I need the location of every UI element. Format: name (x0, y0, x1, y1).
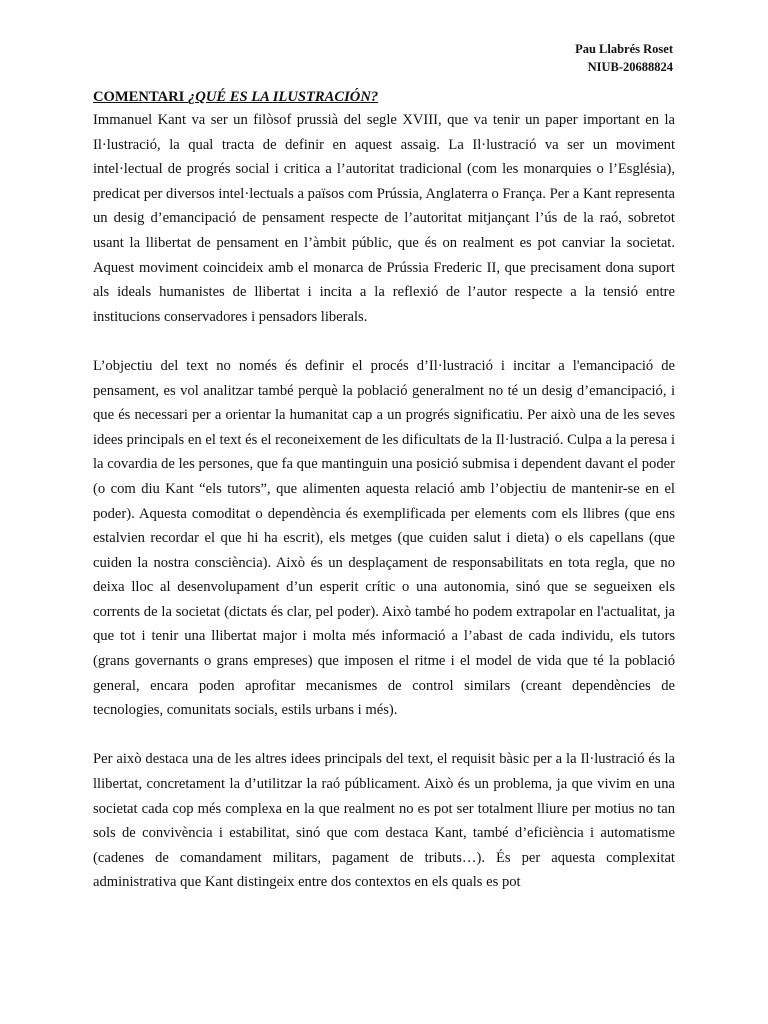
student-id: NIUB-20688824 (587, 60, 673, 74)
paragraph-1: Immanuel Kant va ser un filòsof prussià del segle XVIII, que va tenir un paper important en la Il·lustració, la qual tracta de definir en aquest assaig. La Il·lustració va ser un moviment intel·lectual de progrés social i critica a l’autoritat tradicional (com les monarquies o l’Església), predicat per diversos intel·lectuals a països com Prússia, Anglaterra o França. Per a Kant representa un desig d’emancipació de pensament respecte de l’autoritat mitjançant l’ús de la raó, sobretot usant la llibertat de pensament en l’àmbit públic, que és on realment es pot canviar la societat. Aquest moviment coincideix amb el monarca de Prússia Frederic II, que precisament dona suport als ideals humanistes de llibertat i incita a la reflexió de l’autor respecte a la tensió entre institucions conservadores i pensadors liberals. (93, 112, 675, 325)
title-prefix: COMENTARI (93, 89, 188, 105)
page-header (575, 40, 673, 76)
author-name: Pau Llabrés Roset (575, 42, 673, 56)
paragraph-2: L’objectiu del text no només és definir el procés d’Il·lustració i incitar a l'emancipació de pensament, es vol analitzar també perquè la població generalment no té un desig d’emancipació, i que és necessari per a orientar la humanitat cap a un progrés significatiu. Per això una de les seves idees principals en el text és el reconeixement de les dificultats de la Il·lustració. Culpa a la peresa i la covardia de les persones, que fa que mantinguin una posició submisa i dependent davant el poder (o com diu Kant “els tutors”, que alimenten aquesta relació amb l’objectiu de mantenir-se en el poder). Aquesta comoditat o dependència és exemplificada per elements com els llibres (que ens estalvien recordar el que hi ha escrit), els metges (que cuiden salut i dieta) o els capellans (que cuiden la nostra consciència). Això és un desplaçament de responsabilitats en tota regla, que no deixa lloc al desenvolupament d’un esperit crític o una autonomia, sinó que se segueixen els corrents de la societat (dictats és clar, pel poder). Això també ho podem extrapolar en l'actualitat, ja que tot i tenir una llibertat major i molta més informació a l’abast de cada individu, els tutors (grans governants o grans empreses) que imposen el ritme i el model de vida que té la població general, encara poden aprofitar mecanismes de control similars (creant dependències de tecnologies, comunitats socials, estils urbans i més). (93, 357, 675, 719)
document-body (93, 86, 675, 895)
title-question: ¿QUÉ ES LA ILUSTRACIÓN? (188, 89, 379, 105)
document-title (93, 86, 675, 108)
paragraph-3: Per això destaca una de les altres idees principals del text, el requisit bàsic per a la Il·lustració és la llibertat, concretament la d’utilitzar la raó públicament. Això és un problema, ja que vivim en una societat cada cop més complexa en la que realment no es pot ser totalment lliure per motius no tan sols de convivència i estabilitat, sinó que com destaca Kant, també d’eficiència i automatisme (cadenes de comandament militars, pagament de tributs…). És per aquesta complexitat administrativa que Kant distingeix entre dos contextos en els quals es pot (93, 751, 675, 891)
